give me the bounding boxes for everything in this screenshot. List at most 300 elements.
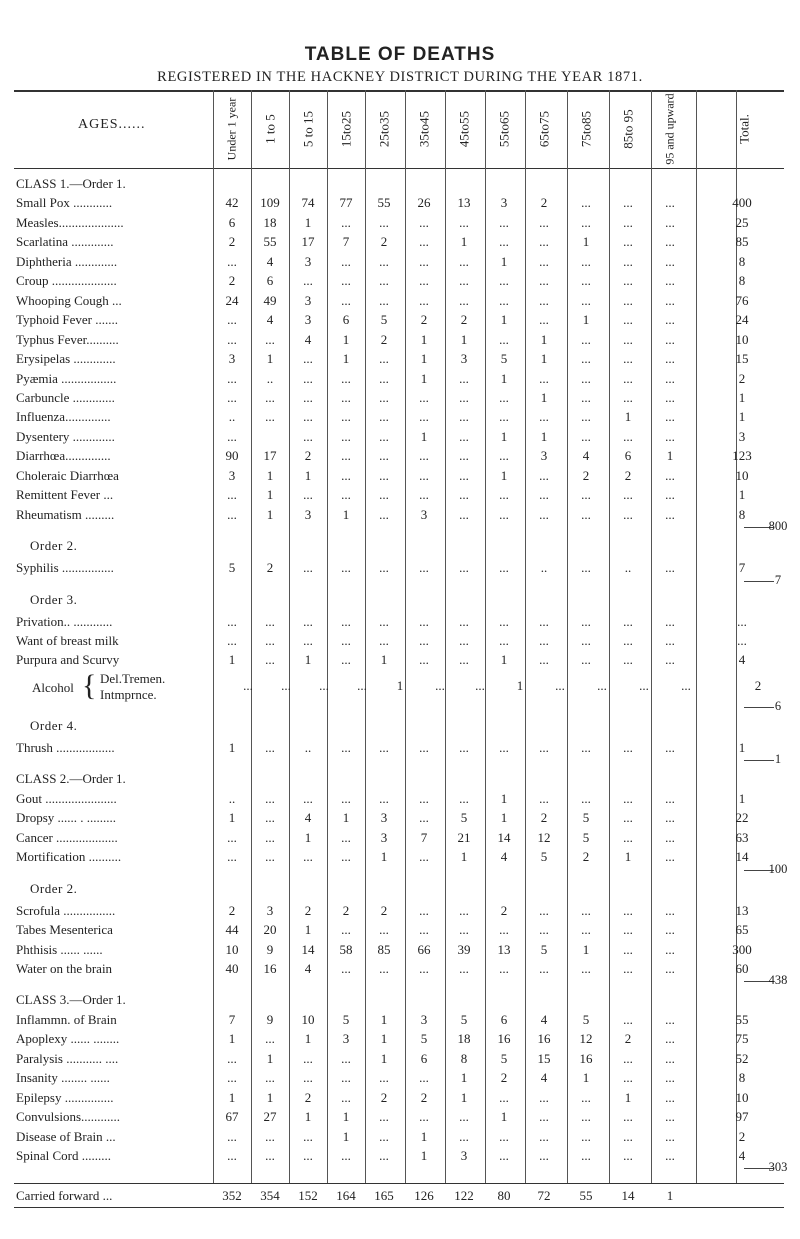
row-value: ...	[665, 292, 675, 308]
row-value: ...	[379, 739, 389, 755]
row-value: ..	[624, 560, 632, 576]
row-value: ...	[227, 312, 237, 328]
row-value: 4	[266, 253, 274, 269]
column-header-text: 15to25	[338, 110, 354, 148]
row-value: ...	[581, 370, 591, 386]
row-total: 8	[738, 273, 746, 289]
table-row	[0, 738, 800, 758]
row-value: 1	[624, 849, 632, 865]
carried-value: 164	[336, 1188, 356, 1204]
row-total: ...	[737, 613, 747, 629]
column-header-text: 55to65	[496, 110, 512, 148]
table-row	[0, 466, 800, 486]
row-value: ...	[499, 1148, 509, 1163]
row-value: 5	[342, 1011, 350, 1027]
row-value: ...	[341, 487, 351, 503]
row-value: ...	[459, 1128, 469, 1144]
row-value: ...	[379, 922, 389, 938]
row-value: ...	[499, 560, 509, 576]
row-value: ...	[665, 1128, 675, 1144]
row-value: ...	[623, 1070, 633, 1086]
row-value: ...	[623, 1109, 633, 1125]
table-row	[0, 1088, 800, 1108]
row-label: Want of breast milk	[16, 633, 119, 648]
row-total: 3	[738, 428, 746, 444]
row-total: 2	[754, 677, 762, 693]
row-value: ...	[623, 273, 633, 289]
row-value: ...	[623, 195, 633, 211]
row-value: 5	[460, 810, 468, 826]
row-value: ...	[379, 506, 389, 522]
row-value: 5	[582, 1011, 590, 1027]
row-value: ...	[581, 922, 591, 938]
row-value: ...	[665, 902, 675, 918]
row-value: ...	[623, 292, 633, 308]
row-value: ...	[665, 312, 675, 328]
row-value: 1	[304, 1109, 312, 1125]
row-value: ...	[581, 652, 591, 668]
row-value: ...	[623, 1148, 633, 1163]
row-value: ...	[341, 1070, 351, 1086]
row-value: 1	[304, 214, 312, 230]
row-value: 1	[624, 409, 632, 425]
row-value: 2	[540, 195, 548, 211]
row-value: ...	[419, 560, 429, 576]
table-row	[0, 252, 800, 272]
row-value: ...	[665, 467, 675, 483]
row-value: 55	[263, 234, 277, 250]
row-value: 21	[457, 829, 471, 845]
row-value: ...	[581, 331, 591, 347]
row-total: 10	[735, 1089, 749, 1105]
row-label: Purpura and Scurvy	[16, 652, 120, 668]
row-value: 77	[339, 195, 353, 211]
row-value: 39	[457, 941, 471, 957]
column-header	[365, 90, 403, 168]
row-value: ...	[303, 613, 313, 629]
row-value: ...	[665, 273, 675, 289]
row-value: ...	[499, 960, 509, 976]
carried-bottom-rule	[14, 1207, 784, 1208]
row-value: ...	[227, 331, 237, 347]
table-row	[0, 631, 800, 651]
row-value: ...	[539, 370, 549, 386]
row-value: ...	[623, 1050, 633, 1066]
row-value: ...	[379, 467, 389, 483]
row-value: ...	[459, 790, 469, 806]
row-label: Diphtheria .............	[16, 253, 118, 269]
section-heading: CLASS 1.—Order 1.	[16, 176, 126, 191]
row-value: 44	[225, 922, 239, 938]
row-value: 3	[420, 506, 428, 522]
total-header-text: Total.	[736, 114, 752, 144]
row-total: 4	[738, 1148, 746, 1163]
row-value: ..	[540, 560, 548, 576]
row-value: ...	[341, 214, 351, 230]
column-header	[289, 90, 327, 168]
row-label: Convulsions............	[16, 1109, 121, 1125]
row-value: 1	[380, 1050, 388, 1066]
row-value: ...	[581, 195, 591, 211]
row-value: 3	[460, 351, 468, 367]
row-label: Scarlatina .............	[16, 234, 114, 250]
row-value: ...	[459, 487, 469, 503]
row-value: ...	[303, 1128, 313, 1144]
subtotal-value: 6	[774, 698, 782, 713]
row-value: ...	[227, 613, 237, 629]
carried-value: 80	[497, 1188, 511, 1204]
row-value: 4	[582, 448, 590, 464]
row-value: ...	[581, 902, 591, 918]
row-value: ...	[623, 1011, 633, 1027]
row-value: ...	[665, 790, 675, 806]
row-value: ...	[459, 428, 469, 444]
row-value: ...	[499, 633, 509, 648]
row-value: ...	[227, 253, 237, 269]
row-value: 14	[497, 829, 511, 845]
row-value: ...	[623, 739, 633, 755]
row-value: ...	[539, 739, 549, 755]
carried-value: 354	[260, 1188, 280, 1204]
row-value: 1	[500, 467, 508, 483]
row-value: ...	[539, 922, 549, 938]
carried-value: 55	[579, 1188, 593, 1204]
row-value: ...	[419, 214, 429, 230]
row-value: 1	[420, 351, 428, 367]
row-value: ...	[665, 1148, 675, 1163]
column-header	[525, 90, 563, 168]
row-value: 9	[266, 941, 274, 957]
row-value: ...	[341, 409, 351, 425]
table-row	[0, 769, 800, 789]
row-value: ...	[539, 409, 549, 425]
row-value: ...	[281, 677, 291, 693]
row-value: 16	[537, 1031, 551, 1047]
row-value: 24	[225, 292, 239, 308]
carried-value: 72	[537, 1188, 551, 1204]
row-value: ...	[419, 292, 429, 308]
row-value: ...	[341, 652, 351, 668]
row-value: ...	[581, 506, 591, 522]
row-value: ...	[499, 389, 509, 405]
row-value: ...	[581, 1109, 591, 1125]
carried-value: 152	[298, 1188, 318, 1204]
row-value: ...	[623, 810, 633, 826]
row-value: ...	[379, 214, 389, 230]
row-value: 7	[342, 234, 350, 250]
table-row	[0, 879, 800, 899]
row-value: ...	[341, 829, 351, 845]
row-value: ...	[227, 487, 237, 503]
row-label: Insanity ........ ......	[16, 1070, 110, 1086]
column-header	[327, 90, 365, 168]
row-value: ...	[379, 1109, 389, 1125]
row-value: ...	[459, 467, 469, 483]
row-total: 300	[732, 941, 752, 957]
row-value: 26	[417, 195, 431, 211]
row-value: ...	[303, 633, 313, 648]
row-value: ...	[665, 829, 675, 845]
row-value: 2	[228, 902, 236, 918]
row-value: ...	[623, 234, 633, 250]
row-value: ...	[227, 1070, 237, 1086]
row-value: 4	[266, 312, 274, 328]
row-value: ...	[665, 849, 675, 865]
row-value: ...	[419, 922, 429, 938]
row-value: ...	[419, 234, 429, 250]
row-value: 1	[420, 370, 428, 386]
row-value: 1	[342, 1128, 350, 1144]
row-total: 65	[735, 922, 749, 938]
row-value: ...	[499, 1128, 509, 1144]
row-value: 58	[339, 941, 353, 957]
section-heading: CLASS 2.—Order 1.	[16, 771, 126, 787]
row-value: ...	[419, 487, 429, 503]
row-value: 2	[582, 849, 590, 865]
row-value: ...	[379, 253, 389, 269]
row-value: 17	[263, 448, 277, 464]
row-value: 1	[380, 652, 388, 668]
row-value: 5	[500, 351, 508, 367]
row-value: 1	[266, 487, 274, 503]
row-value: 10	[301, 1011, 315, 1027]
row-value: ...	[341, 960, 351, 976]
row-value: 85	[377, 941, 391, 957]
row-value: ...	[539, 1128, 549, 1144]
row-value: 2	[624, 467, 632, 483]
row-value: ...	[665, 370, 675, 386]
row-value: ...	[341, 273, 351, 289]
row-value: 5	[540, 941, 548, 957]
row-value: ...	[341, 467, 351, 483]
row-value: ...	[665, 960, 675, 976]
row-value: 1	[500, 253, 508, 269]
row-value: 4	[540, 1070, 548, 1086]
row-value: ...	[581, 960, 591, 976]
row-value: ...	[303, 1148, 313, 1163]
row-value: ...	[459, 739, 469, 755]
row-value: 1	[266, 1050, 274, 1066]
row-value: 2	[540, 810, 548, 826]
table-row	[0, 1010, 800, 1030]
row-value: ...	[665, 1031, 675, 1047]
table-row	[0, 847, 800, 867]
row-value: 1	[500, 428, 508, 444]
row-value: ...	[419, 448, 429, 464]
row-value: 1	[540, 428, 548, 444]
row-total: 8	[738, 1070, 746, 1086]
row-value: 1	[342, 810, 350, 826]
row-value: ...	[419, 613, 429, 629]
row-value: 3	[380, 810, 388, 826]
column-header-text: 85to 95	[620, 109, 636, 149]
row-value: 74	[301, 195, 315, 211]
row-value: ...	[581, 292, 591, 308]
row-value: ...	[499, 487, 509, 503]
row-value: 2	[380, 1089, 388, 1105]
row-value: ...	[303, 428, 313, 444]
row-value: ...	[341, 1050, 351, 1066]
row-total: 1	[738, 409, 746, 425]
row-value: ...	[379, 351, 389, 367]
row-value: ...	[665, 1109, 675, 1125]
row-total: 14	[735, 849, 749, 865]
row-value: 1	[500, 790, 508, 806]
row-value: ...	[341, 253, 351, 269]
row-total: 85	[735, 234, 749, 250]
row-value: ...	[581, 253, 591, 269]
row-value: ...	[419, 810, 429, 826]
row-value: ...	[379, 1128, 389, 1144]
row-value: 10	[225, 941, 239, 957]
row-value: 16	[263, 960, 277, 976]
section-heading: Order 2.	[30, 538, 78, 554]
row-total: 8	[738, 253, 746, 269]
row-value: ...	[459, 613, 469, 629]
row-value: ...	[539, 214, 549, 230]
section-heading: Order 4.	[30, 717, 78, 733]
row-value: ...	[539, 613, 549, 629]
row-value: 4	[304, 960, 312, 976]
subtotal-value: 100	[768, 861, 788, 876]
row-value: ...	[379, 389, 389, 405]
alcohol-sub-label: Intmprnce.	[100, 686, 157, 702]
row-value: ...	[581, 428, 591, 444]
row-value: 5	[460, 1011, 468, 1027]
row-label: Disease of Brain ...	[16, 1128, 116, 1144]
row-value: ...	[639, 677, 649, 693]
table-row	[0, 349, 800, 369]
row-value: ...	[539, 312, 549, 328]
row-value: ...	[665, 1070, 675, 1086]
row-total: 1	[738, 790, 746, 806]
subtotal-value: 303	[768, 1160, 788, 1175]
row-value: 1	[460, 1089, 468, 1105]
row-total: ...	[737, 633, 747, 648]
table-row	[0, 920, 800, 940]
row-value: 1	[460, 331, 468, 347]
row-label: Cancer ...................	[16, 829, 118, 845]
alcohol-brace: {	[82, 668, 97, 702]
row-value: ...	[623, 428, 633, 444]
table-row	[0, 174, 800, 194]
row-value: ...	[499, 273, 509, 289]
table-row	[0, 789, 800, 809]
row-value: ...	[665, 560, 675, 576]
carried-value: 1	[666, 1188, 674, 1204]
row-value: ...	[459, 560, 469, 576]
row-value: ...	[623, 902, 633, 918]
row-value: ...	[623, 487, 633, 503]
row-value: ...	[419, 253, 429, 269]
row-value: ...	[499, 292, 509, 308]
row-value: ...	[581, 739, 591, 755]
row-value: ...	[379, 409, 389, 425]
row-total: 55	[735, 1011, 749, 1027]
column-header	[213, 90, 251, 168]
row-value: ...	[419, 1070, 429, 1086]
column-header	[651, 90, 689, 168]
row-value: 18	[263, 214, 277, 230]
section-heading: Order 2.	[30, 880, 78, 896]
row-value: ...	[459, 1109, 469, 1125]
row-value: ...	[665, 214, 675, 230]
row-value: 1	[460, 849, 468, 865]
row-value: 1	[582, 312, 590, 328]
row-value: ...	[265, 409, 275, 425]
row-value: ...	[379, 790, 389, 806]
ages-label: AGES......	[78, 117, 146, 132]
row-label: Rheumatism .........	[16, 506, 115, 522]
row-value: 6	[420, 1050, 428, 1066]
row-total: 97	[735, 1109, 749, 1125]
row-value: ...	[665, 351, 675, 367]
row-value: ...	[665, 428, 675, 444]
row-label: Choleraic Diarrhœa	[16, 467, 119, 483]
row-total: 10	[735, 331, 749, 347]
row-value: 1	[342, 351, 350, 367]
row-value: ...	[665, 253, 675, 269]
row-value: ...	[623, 331, 633, 347]
row-value: ...	[665, 652, 675, 668]
row-total: 2	[738, 370, 746, 386]
row-value: 17	[301, 234, 315, 250]
row-value: 1	[420, 1148, 428, 1163]
row-value: 9	[266, 1011, 274, 1027]
row-total: 60	[735, 960, 749, 976]
row-value: 1	[500, 312, 508, 328]
table-row	[0, 1029, 800, 1049]
row-value: 1	[266, 467, 274, 483]
row-value: ...	[265, 613, 275, 629]
carried-value: 122	[454, 1188, 474, 1204]
row-value: ...	[539, 292, 549, 308]
row-value: 42	[225, 195, 239, 211]
row-value: ...	[665, 810, 675, 826]
row-value: ...	[539, 902, 549, 918]
row-value: 3	[228, 467, 236, 483]
row-value: ...	[227, 1050, 237, 1066]
page-title: TABLE OF DEATHS	[304, 44, 496, 65]
row-value: 6	[266, 273, 274, 289]
row-value: ...	[623, 506, 633, 522]
table-row	[0, 590, 800, 610]
row-value: ...	[435, 677, 445, 693]
row-value: 2	[500, 1070, 508, 1086]
row-value: ...	[539, 960, 549, 976]
row-value: 6	[228, 214, 236, 230]
row-value: 13	[497, 941, 511, 957]
row-value: 1	[540, 331, 548, 347]
row-value: ...	[419, 389, 429, 405]
row-value: 2	[420, 1089, 428, 1105]
row-value: ...	[303, 273, 313, 289]
row-value: ...	[303, 1070, 313, 1086]
row-value: ...	[623, 829, 633, 845]
row-value: 3	[540, 448, 548, 464]
page-subtitle: REGISTERED IN THE HACKNEY DISTRICT DURING THE YEAR 1871.	[157, 69, 643, 85]
table-row	[0, 536, 800, 556]
row-value: ...	[303, 351, 313, 367]
row-value: 1	[228, 652, 236, 668]
row-value: ...	[499, 234, 509, 250]
row-value: ...	[665, 633, 675, 648]
row-value: 5	[582, 810, 590, 826]
row-value: ...	[265, 829, 275, 845]
row-value: 3	[460, 1148, 468, 1163]
row-value: ...	[265, 810, 275, 826]
row-value: ...	[475, 677, 485, 693]
